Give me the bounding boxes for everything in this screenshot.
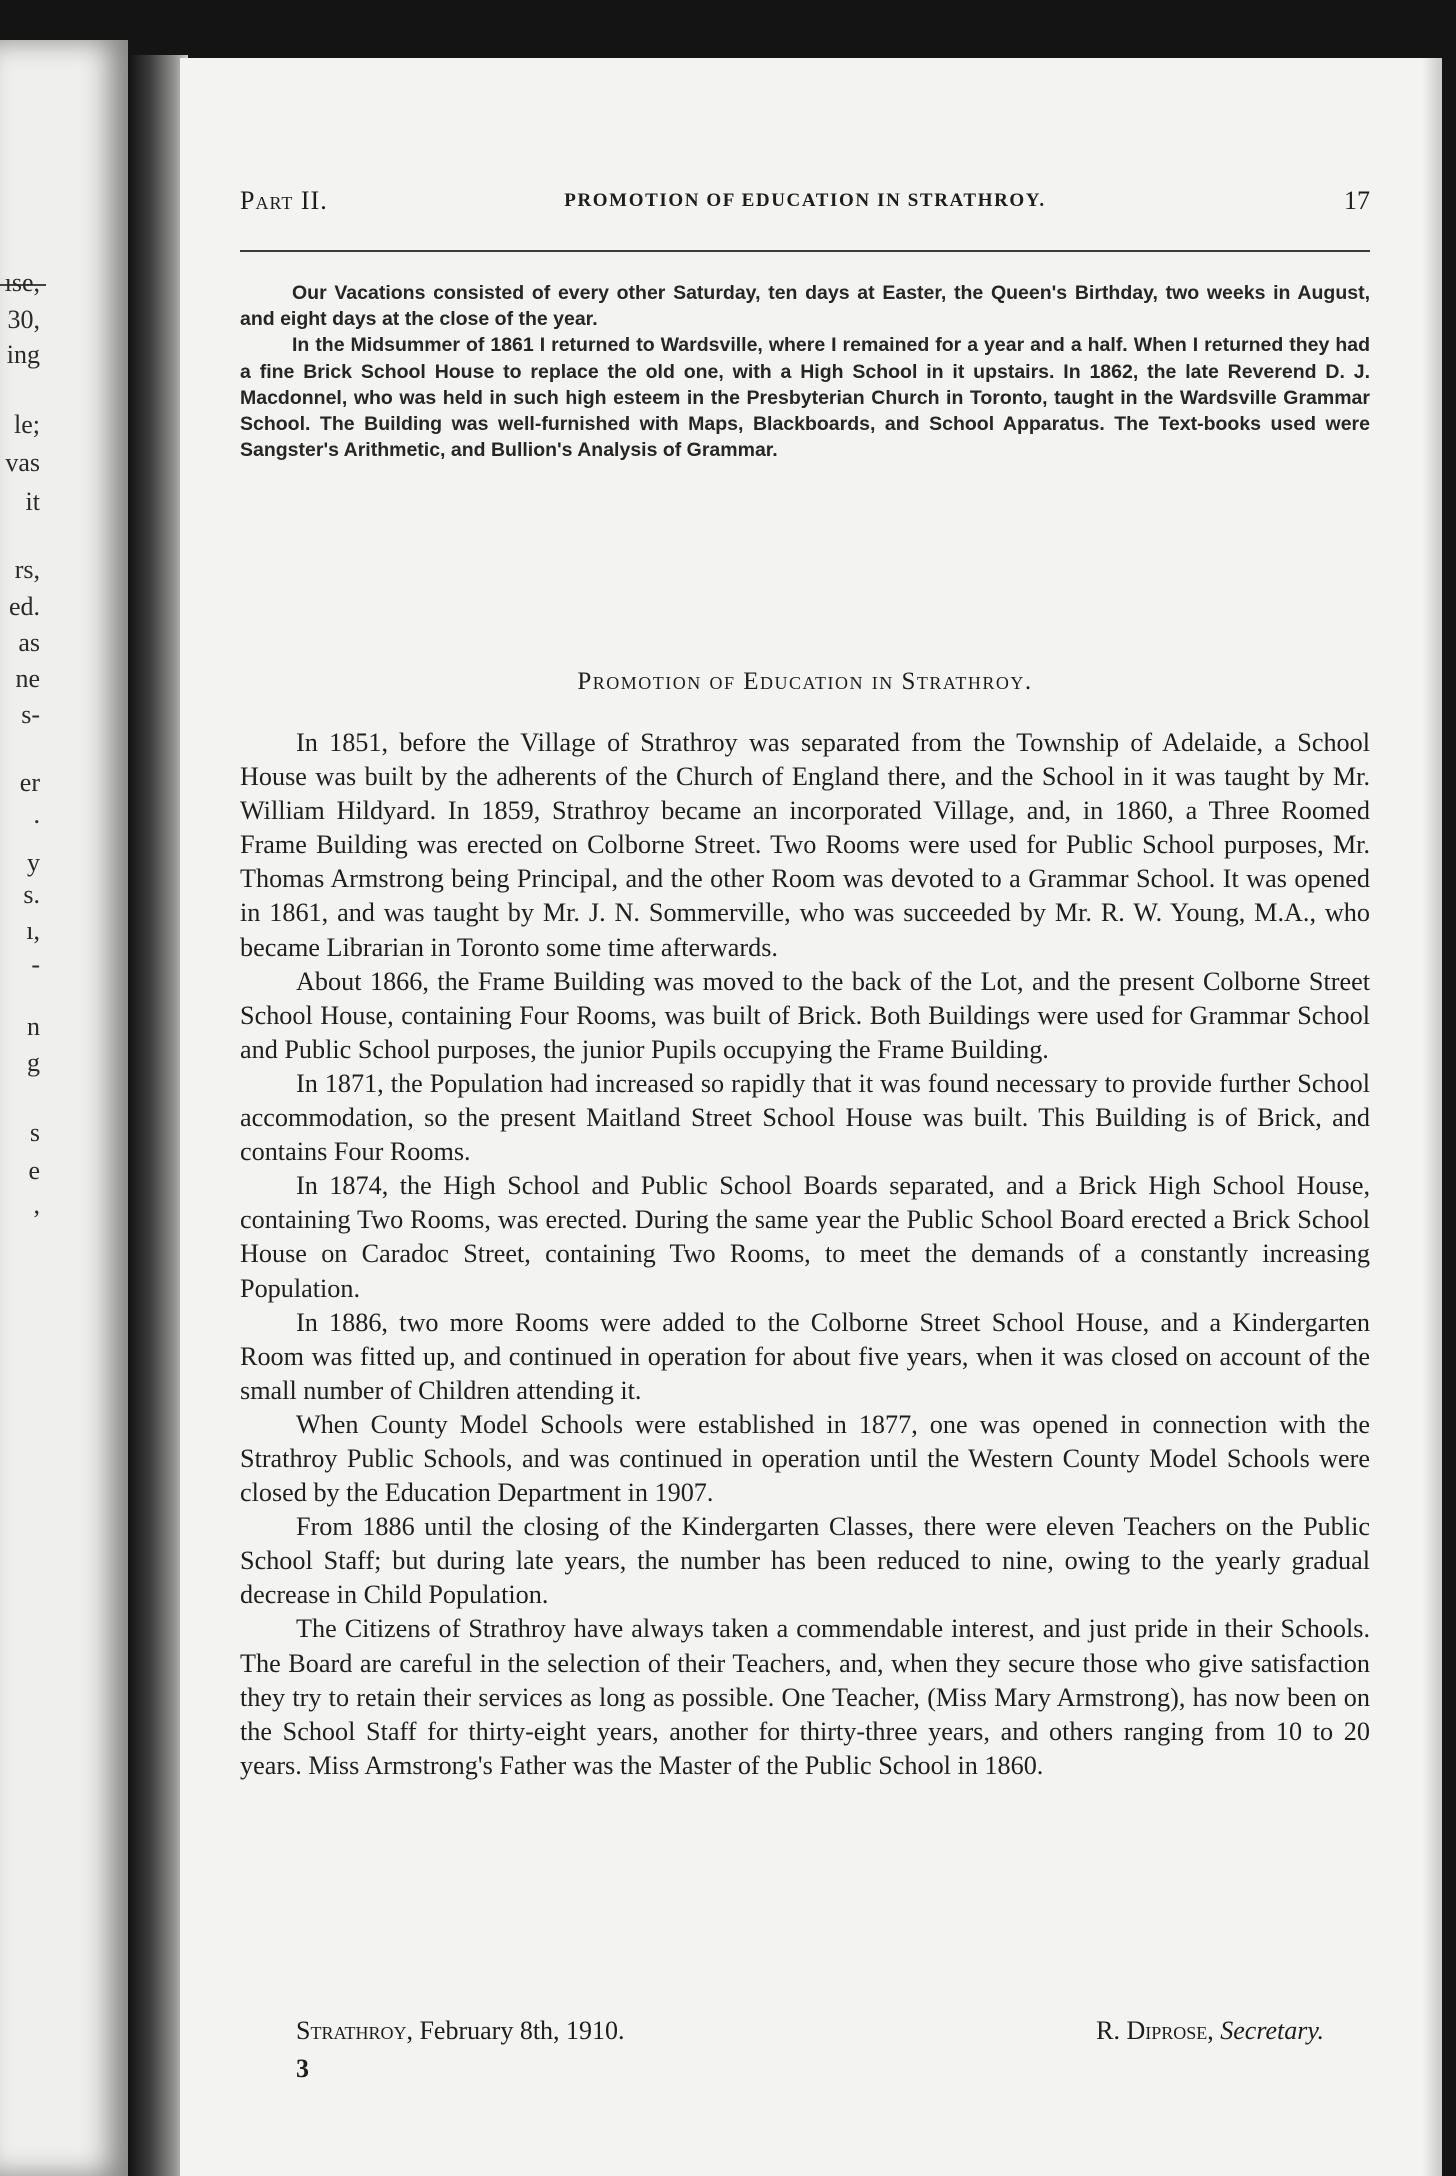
adjacent-page-fragment: , <box>33 1190 40 1219</box>
section-title <box>240 668 1370 696</box>
body-text <box>240 726 1370 1783</box>
adjacent-page-fragment: as <box>18 628 40 657</box>
adjacent-page-fragment: it <box>25 487 40 516</box>
adjacent-page-fragment: le; <box>14 410 40 439</box>
body-paragraph: From 1886 until the closing of the Kindergarten Classes, there were eleven Teachers on the Public School Staff; but during late years, the number has been reduced to nine, owing to the yearly gradual decrease in Child Population. <box>240 1512 1370 1610</box>
signature-date: February 8th, 1910. <box>419 2016 625 2045</box>
section-title-text: Promotion of Education in Strathroy. <box>577 668 1033 695</box>
intro-text <box>240 280 1370 463</box>
signature-place-date <box>296 2016 625 2046</box>
adjacent-page-fragment: ing <box>6 340 40 369</box>
signature-author <box>1096 2016 1324 2046</box>
body-paragraph: The Citizens of Strathroy have always taken a commendable interest, and just pride in their Schools. The Board are careful in the selection of their Teachers, and, when they secure those who give satisfaction they try to retain their services as long as possible. One Teacher, (Miss Mary Armstrong), has now been on the School Staff for thirty-eight years, another for thirty-three years, and others ranging from 10 to 20 years. Miss Armstrong's Father was the Master of the Public School in 1860. <box>240 1614 1370 1780</box>
adjacent-page-fragment: g <box>27 1048 40 1077</box>
body-paragraph: In 1886, two more Rooms were added to the Colborne Street School House, and a Kindergarten Room was fitted up, and continued in operation for about five years, when it was closed on account of the small number of Children attending it. <box>240 1307 1370 1405</box>
adjacent-page-fragment: ıse, <box>4 268 40 297</box>
adjacent-page-fragment: s- <box>21 700 40 729</box>
signature-name: R. Diprose, <box>1096 2016 1214 2045</box>
adjacent-page-fragment: e <box>28 1156 40 1185</box>
adjacent-page-fragment: er <box>19 768 40 797</box>
adjacent-page-fragment: 30, <box>7 305 40 334</box>
intro-paragraph: Our Vacations consisted of every other Saturday, ten days at Easter, the Queen's Birthday, two weeks in August, and eight days at the close of the year. <box>240 282 1370 331</box>
adjacent-page-fragment: ı, <box>26 916 40 945</box>
body-paragraph: In 1871, the Population had increased so rapidly that it was found necessary to provide further School accommodation, so the present Maitland Street School House was built. This Building is of Brick, and contains Four Rooms. <box>240 1068 1370 1167</box>
body-paragraph: In 1851, before the Village of Strathroy was separated from the Township of Adelaide, a School House was built by the adherents of the Church of England there, and the School in it was taught by Mr. William Hildyard. In 1859, Strathroy became an incorporated Village, and, in 1860, a Three Roomed Frame Building was erected on Colborne Street. Two Rooms were used for Public School purposes, Mr. Thomas Armstrong being Principal, and the other Room was devoted to a Grammar School. It was opened in 1861, and was taught by Mr. J. N. Sommerville, who was succeeded by Mr. R. W. Young, M.A., who became Librarian in Toronto some time afterwards. <box>240 728 1370 962</box>
adjacent-page-fragment: s <box>29 1118 40 1147</box>
adjacent-page-fragment: vas <box>5 448 40 477</box>
signature-role: Secretary. <box>1220 2016 1324 2045</box>
signature-place: Strathroy, <box>296 2016 413 2045</box>
page-number: 17 <box>1344 186 1370 215</box>
adjacent-page-fragment: ed. <box>8 592 40 621</box>
adjacent-page-fragment: y <box>27 848 40 877</box>
adjacent-page-fragment: ne <box>15 664 40 693</box>
body-paragraph: About 1866, the Frame Building was moved to the back of the Lot, and the present Colborne Street School House, containing Four Rooms, was built of Brick. Both Buildings were used for Grammar School and Public School purposes, the junior Pupils occupying the Frame Building. <box>240 966 1370 1064</box>
running-title: PROMOTION OF EDUCATION IN STRATHROY. <box>564 190 1046 211</box>
adjacent-page-fragment: - <box>31 950 40 979</box>
adjacent-page-fragment: n <box>27 1012 40 1041</box>
adjacent-page-fragment: rs, <box>14 555 40 584</box>
part-label: Part II. <box>240 186 328 215</box>
intro-paragraph: In the Midsummer of 1861 I returned to Wardsville, where I remained for a year and a half. When I returned they had a fine Brick School House to replace the old one, with a High School in it upstairs. In 1862, the late Reverend D. J. Macdonnel, who was held in such high esteem in the Presbyterian Church in Toronto, taught in the Wardsville Grammar School. The Building was well-furnished with Maps, Blackboards, and School Apparatus. The Text-books used were Sangster's Arithmetic, and Bullion's Analysis of Grammar. <box>240 334 1370 462</box>
header-rule <box>240 250 1370 252</box>
adjacent-page-fragment: . <box>33 800 40 829</box>
book-gutter <box>128 55 188 2176</box>
running-header <box>240 186 1370 226</box>
body-paragraph: When County Model Schools were established in 1877, one was opened in connection with the Strathroy Public Schools, and was continued in operation until the Western County Model Schools were closed by the Education Department in 1907. <box>240 1409 1370 1508</box>
page-edge <box>1422 58 1442 2176</box>
book-page <box>180 58 1442 2176</box>
adjacent-page-fragment: s. <box>23 880 40 909</box>
signature-mark: 3 <box>296 2054 309 2083</box>
adjacent-page <box>0 40 128 2176</box>
body-paragraph: In 1874, the High School and Public School Boards separated, and a Brick High School House, containing Two Rooms, was erected. During the same year the Public School Board erected a Brick School House on Caradoc Street, containing Two Rooms, to meet the demands of a constantly increasing Population. <box>240 1171 1370 1303</box>
